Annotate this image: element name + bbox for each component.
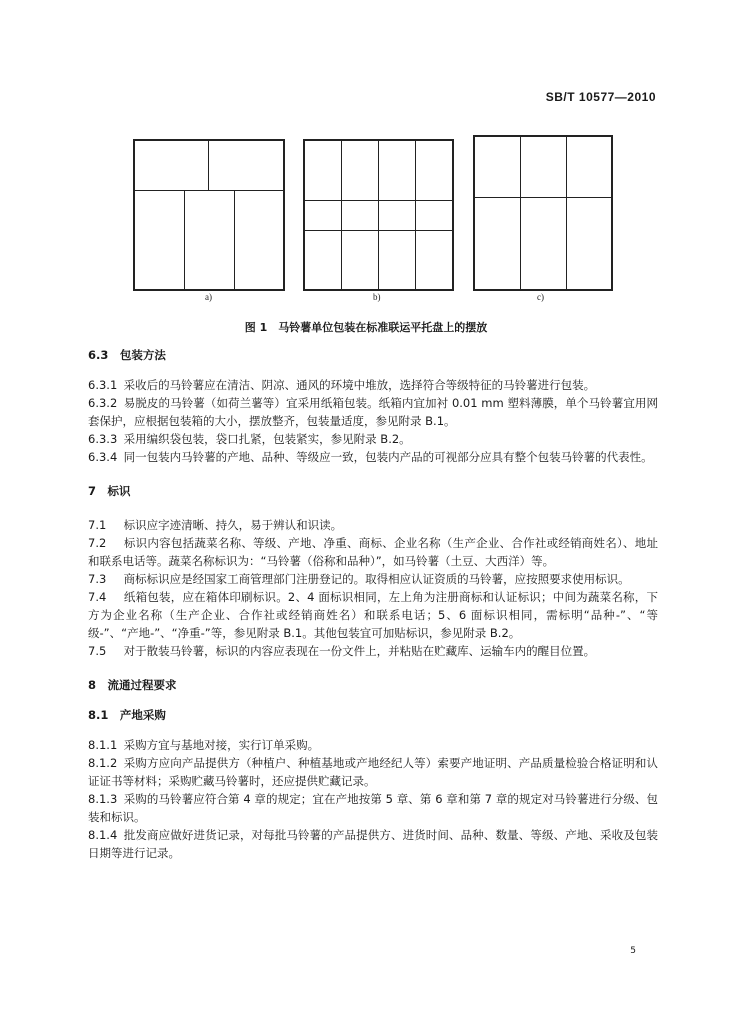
section-heading-8-1: 8.1 产地采购 xyxy=(88,708,166,722)
box-cell xyxy=(304,230,342,290)
clause-text: 采购方应向产品提供方（种植户、种植基地或产地经纪人等）索要产地证明、产品质量检验合格证明和认证证书等材料；采购贮藏马铃薯时，还应提供贮藏记录。 xyxy=(88,756,659,788)
clause-number: 7.4 xyxy=(88,590,107,604)
document-body xyxy=(88,346,658,862)
box-cell xyxy=(134,140,209,191)
box-cell xyxy=(415,200,453,231)
box-cell xyxy=(304,200,342,231)
box-cell xyxy=(184,190,235,290)
box-cell xyxy=(134,190,185,290)
clause-text: 采收后的马铃薯应在清洁、阴凉、通风的环境中堆放，选择符合等级特征的马铃薯进行包装。 xyxy=(123,378,596,392)
clause-number: 7.3 xyxy=(88,572,107,586)
box-cell xyxy=(304,140,342,201)
clause-text: 对于散装马铃薯，标识的内容应表现在一份文件上，并粘贴在贮藏库、运输车内的醒目位置。 xyxy=(123,644,596,658)
clause-number: 8.1.2 xyxy=(88,756,118,770)
page-number: 5 xyxy=(630,946,636,956)
clause-text: 采购的马铃薯应符合第 4 章的规定；宜在产地按第 5 章、第 6 章和第 7 章的规定对马铃薯进行分级、包装和标识。 xyxy=(88,792,658,824)
clause-text: 标识内容包括蔬菜名称、等级、产地、净重、商标、企业名称（生产企业、合作社或经销商姓名）、地址和联系电话等。蔬菜名称标识为：“马铃薯（俗称和品种）”，如马铃薯（土豆、大西洋）等。 xyxy=(88,536,659,568)
clause-number: 7.1 xyxy=(88,518,107,532)
pallet-layout-b xyxy=(303,139,454,291)
pallet-figure xyxy=(0,135,732,295)
box-cell xyxy=(520,136,567,198)
clause-7-1 xyxy=(88,516,658,534)
clause-text: 纸箱包装，应在箱体印刷标识。2、4 面标识相同，左上角为注册商标和认证标识；中间为蔬菜名称，下方为企业名称（生产企业、合作社或经销商姓名）和联系电话；5、6 面标识相同，需标明“品种-”、“等级-”、“产地-”、“净重-”等，参见附录 B.1。其他包装宜可加贴标识，参见附录 B.2。 xyxy=(88,590,658,640)
clause-text: 易脱皮的马铃薯（如荷兰薯等）宜采用纸箱包装。纸箱内宜加衬 0.01 mm 塑料薄膜，单个马铃薯宜用网套保护，应根据包装箱的大小，摆放整齐，包装量适度，参见附录 B.1。 xyxy=(88,396,658,428)
box-cell xyxy=(208,140,284,191)
box-cell xyxy=(378,140,416,201)
box-cell xyxy=(341,200,379,231)
box-cell xyxy=(234,190,284,290)
clause-6-3-2 xyxy=(88,394,658,430)
clause-number: 6.3.4 xyxy=(88,450,118,464)
clause-text: 商标标识应是经国家工商管理部门注册登记的。取得相应认证资质的马铃薯，应按照要求使用标识。 xyxy=(123,572,630,586)
clause-7-4 xyxy=(88,588,658,642)
box-cell xyxy=(415,140,453,201)
clause-number: 8.1.3 xyxy=(88,792,118,806)
clause-6-3-1 xyxy=(88,376,658,394)
clause-text: 标识应字迹清晰、持久，易于辨认和识读。 xyxy=(123,518,343,532)
box-cell xyxy=(474,136,521,198)
box-cell xyxy=(415,230,453,290)
clause-text: 采购方宜与基地对接，实行订单采购。 xyxy=(123,738,320,752)
section-heading-8: 8 流通过程要求 xyxy=(88,678,177,692)
clause-number: 6.3.3 xyxy=(88,432,118,446)
box-cell xyxy=(341,230,379,290)
box-cell xyxy=(341,140,379,201)
clause-6-3-4 xyxy=(88,448,658,466)
clause-text: 批发商应做好进货记录，对每批马铃薯的产品提供方、进货时间、品种、数量、等级、产地、采收及包装日期等进行记录。 xyxy=(88,828,659,860)
box-cell xyxy=(378,230,416,290)
clause-8-1-2 xyxy=(88,754,658,790)
clause-7-5 xyxy=(88,642,658,660)
clause-6-3-3 xyxy=(88,430,658,448)
figure-sublabel-c: c) xyxy=(537,292,544,302)
section-heading-7: 7 标识 xyxy=(88,484,131,498)
clause-number: 8.1.1 xyxy=(88,738,118,752)
figure-caption: 图 1 马铃薯单位包装在标准联运平托盘上的摆放 xyxy=(244,321,488,334)
pallet-layout-c xyxy=(473,135,613,291)
standard-code: SB/T 10577—2010 xyxy=(545,90,656,104)
clause-8-1-3 xyxy=(88,790,658,826)
section-heading-6-3: 6.3 包装方法 xyxy=(88,348,166,362)
clause-8-1-4 xyxy=(88,826,658,862)
clause-8-1-1 xyxy=(88,736,658,754)
box-cell xyxy=(474,197,521,290)
box-cell xyxy=(520,197,567,290)
figure-sublabel-a: a) xyxy=(205,292,212,302)
clause-number: 8.1.4 xyxy=(88,828,118,842)
clause-7-3 xyxy=(88,570,658,588)
clause-number: 7.2 xyxy=(88,536,107,550)
clause-text: 采用编织袋包装，袋口扎紧，包装紧实，参见附录 B.2。 xyxy=(123,432,411,446)
figure-sublabel-b: b) xyxy=(373,292,381,302)
clause-number: 6.3.2 xyxy=(88,396,118,410)
clause-7-2 xyxy=(88,534,658,570)
clause-number: 7.5 xyxy=(88,644,107,658)
box-cell xyxy=(566,136,612,198)
clause-number: 6.3.1 xyxy=(88,378,118,392)
pallet-layout-a xyxy=(133,139,285,291)
clause-text: 同一包装内马铃薯的产地、品种、等级应一致，包装内产品的可视部分应具有整个包装马铃薯的代表性。 xyxy=(123,450,653,464)
box-cell xyxy=(566,197,612,290)
box-cell xyxy=(378,200,416,231)
